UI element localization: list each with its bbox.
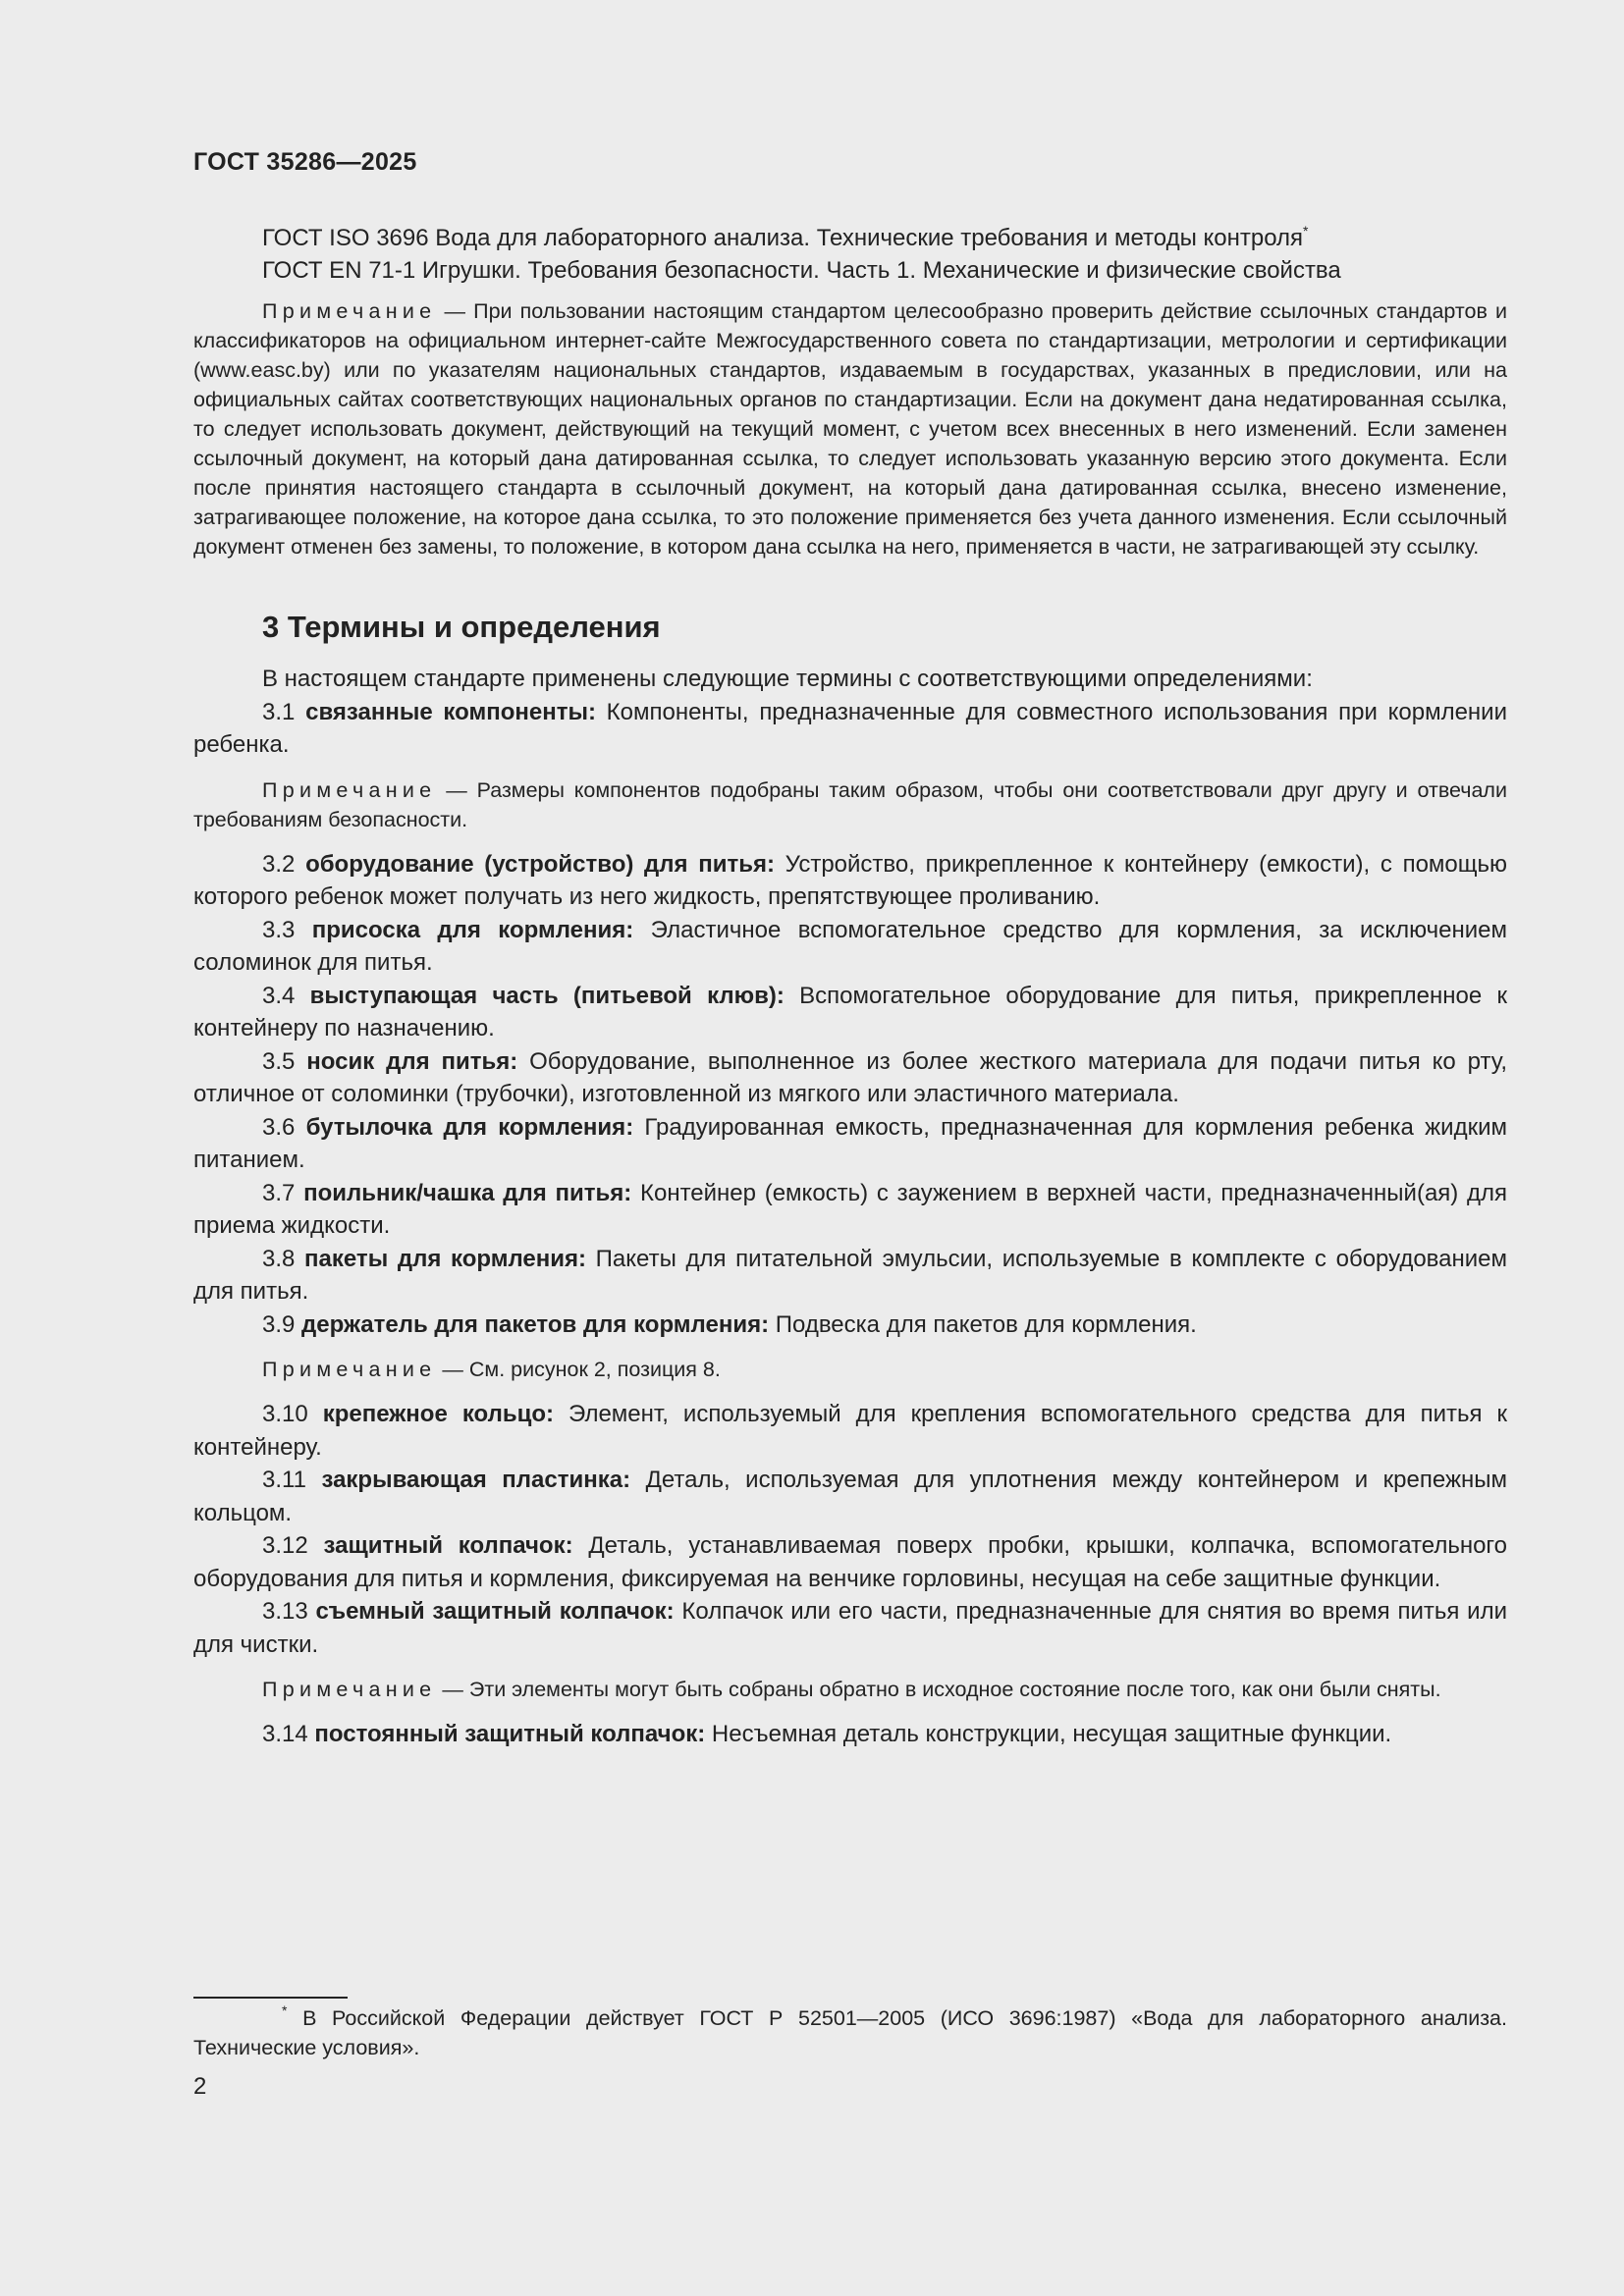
footnote — [193, 2003, 1507, 2062]
note-text: — При пользовании настоящим стандартом целесообразно проверить действие ссылочных стандартов и классификаторов на официальном интернет-сайте Межгосударственного совета по стандартизации, метрологии и сертификации (www.easc.by) или по указателям национальных стандартов, издаваемым в государствах, указанных в предисловии, или на официальных сайтах соответствующих национальных органов по стандартизации. Если на документ дана недатированная ссылка, то следует использовать документ, действующий на текущий момент, с учетом всех внесенных в него изменений. Если заменен ссылочный документ, на который дана датированная ссылка, то следует использовать указанную версию этого документа. Если после принятия настоящего стандарта в ссылочный документ, на который дана датированная ссылка, внесено изменение, затрагивающее положение, на которое дана ссылка, то это положение применяется без учета данного изменения. Если ссылочный документ отменен без замены, то положение, в котором дана ссылка на него, применяется в части, не затрагивающей эту ссылку. — [193, 299, 1507, 559]
note-text: — См. рисунок 2, позиция 8. — [436, 1358, 721, 1381]
terms-list — [193, 663, 1507, 1751]
note-label: Примечание — [262, 777, 437, 802]
term-definition: Контейнер (емкость) с заужением в верхней части, предназначенный(ая) для приема жидкости. — [193, 1179, 1508, 1239]
term-number: 3.7 — [262, 1179, 304, 1206]
term-entry — [193, 1111, 1507, 1177]
term-name: держатель для пакетов для кормления: — [301, 1310, 770, 1338]
term-number: 3.2 — [262, 850, 306, 878]
term-entry — [193, 1718, 1507, 1751]
page-number: 2 — [193, 2073, 207, 2100]
footnote-mark: * — [1303, 223, 1309, 239]
term-name: выступающая часть (питьевой клюв): — [309, 982, 785, 1009]
term-definition: Устройство, прикрепленное к контейнеру (емкости), с помощью которого ребенок может получать из него жидкость, препятствующее проливанию. — [193, 850, 1508, 910]
term-name: связанные компоненты: — [305, 698, 596, 725]
term-entry — [193, 914, 1507, 980]
footnote-mark: * — [282, 2002, 288, 2018]
note-label: Примечание — [262, 1358, 437, 1381]
reference-text: ГОСТ EN 71-1 Игрушки. Требования безопасности. Часть 1. Механические и физические свойства — [262, 257, 1341, 284]
term-note — [193, 775, 1507, 834]
term-definition: Деталь, используемая для уплотнения между контейнером и крепежным кольцом. — [193, 1467, 1508, 1526]
term-note — [193, 1355, 1507, 1384]
term-name: крепежное кольцо: — [322, 1401, 554, 1427]
normative-references — [193, 222, 1507, 287]
term-name: защитный колпачок: — [323, 1532, 573, 1559]
note-text: — Эти элементы могут быть собраны обратно в исходное состояние после того, как они были сняты. — [436, 1678, 1441, 1701]
term-definition: Деталь, устанавливаемая поверх пробки, крышки, колпачка, вспомогательного оборудования для питья и кормления, фиксируемая на венчике горловины, несущая на себе защитные функции. — [193, 1532, 1508, 1592]
note-label: Примечание — [262, 299, 437, 323]
term-entry — [193, 1398, 1507, 1464]
term-entry — [193, 1529, 1507, 1595]
term-number: 3.12 — [262, 1532, 324, 1559]
references-note — [193, 296, 1507, 561]
term-entry — [193, 980, 1507, 1045]
term-definition: Компоненты, предназначенные для совместного использования при кормлении ребенка. — [193, 698, 1507, 758]
term-number: 3.8 — [262, 1245, 305, 1272]
term-entry — [193, 1464, 1507, 1529]
term-number: 3.9 — [262, 1310, 302, 1338]
term-definition: Несъемная деталь конструкции, несущая защитные функции. — [705, 1721, 1392, 1747]
term-entry — [193, 1595, 1507, 1661]
term-number: 3.11 — [262, 1467, 322, 1493]
term-definition: Оборудование, выполненное из более жесткого материала для подачи питья ко рту, отличное от соломинки (трубочки), изготовленной из мягкого или эластичного материала. — [193, 1047, 1508, 1107]
term-number: 3.14 — [262, 1721, 315, 1747]
term-entry — [193, 1243, 1507, 1308]
footnote-text: В Российской Федерации действует ГОСТ Р 52501—2005 (ИСО 3696:1987) «Вода для лабораторного анализа. Технические условия». — [193, 2006, 1507, 2059]
section-title: 3 Термины и определения — [262, 610, 661, 644]
term-name: носик для питья: — [306, 1047, 518, 1075]
term-number: 3.13 — [262, 1598, 316, 1625]
term-name: присоска для кормления: — [311, 916, 634, 943]
document-code-header: ГОСТ 35286—2025 — [193, 148, 417, 176]
reference-item — [193, 222, 1507, 254]
term-number: 3.5 — [262, 1047, 307, 1075]
note-label: Примечание — [262, 1678, 437, 1701]
term-name: пакеты для кормления: — [304, 1245, 586, 1272]
reference-text: ГОСТ ISO 3696 Вода для лабораторного анализа. Технические требования и методы контроля — [262, 225, 1304, 251]
term-definition: Градуированная емкость, предназначенная для кормления ребенка жидким питанием. — [193, 1113, 1508, 1173]
note-text: — Размеры компонентов подобраны таким образом, чтобы они соответствовали друг другу и отвечали требованиям безопасности. — [193, 777, 1507, 831]
term-entry — [193, 848, 1507, 914]
term-definition: Элемент, используемый для крепления вспомогательного средства для питья к контейнеру. — [193, 1401, 1507, 1461]
term-name: съемный защитный колпачок: — [315, 1598, 675, 1625]
term-definition: Вспомогательное оборудование для питья, прикрепленное к контейнеру по назначению. — [193, 982, 1507, 1041]
term-number: 3.10 — [262, 1401, 323, 1427]
term-name: оборудование (устройство) для питья: — [305, 850, 775, 878]
term-number: 3.4 — [262, 982, 310, 1009]
term-number: 3.3 — [262, 916, 312, 943]
term-name: закрывающая пластинка: — [321, 1467, 631, 1493]
term-note — [193, 1675, 1507, 1704]
term-entry — [193, 1045, 1507, 1111]
term-name: поильник/чашка для питья: — [303, 1179, 632, 1206]
reference-item — [193, 254, 1507, 287]
term-number: 3.6 — [262, 1113, 306, 1141]
term-entry — [193, 1177, 1507, 1243]
page-content — [193, 137, 1507, 1751]
term-name: постоянный защитный колпачок: — [314, 1721, 706, 1747]
term-definition: Колпачок или его части, предназначенные для снятия во время питья или для чистки. — [193, 1598, 1507, 1658]
term-name: бутылочка для кормления: — [305, 1113, 634, 1141]
term-entry — [193, 1308, 1507, 1342]
term-entry — [193, 696, 1507, 762]
term-number: 3.1 — [262, 698, 306, 725]
section-intro: В настоящем стандарте применены следующие термины с соответствующими определениями: — [262, 666, 1313, 692]
term-definition: Подвеска для пакетов для кормления. — [769, 1310, 1197, 1338]
term-definition: Пакеты для питательной эмульсии, используемые в комплекте с оборудованием для питья. — [193, 1245, 1508, 1305]
footnote-divider — [193, 1997, 348, 1999]
term-definition: Эластичное вспомогательное средство для кормления, за исключением соломинок для питья. — [193, 916, 1508, 976]
